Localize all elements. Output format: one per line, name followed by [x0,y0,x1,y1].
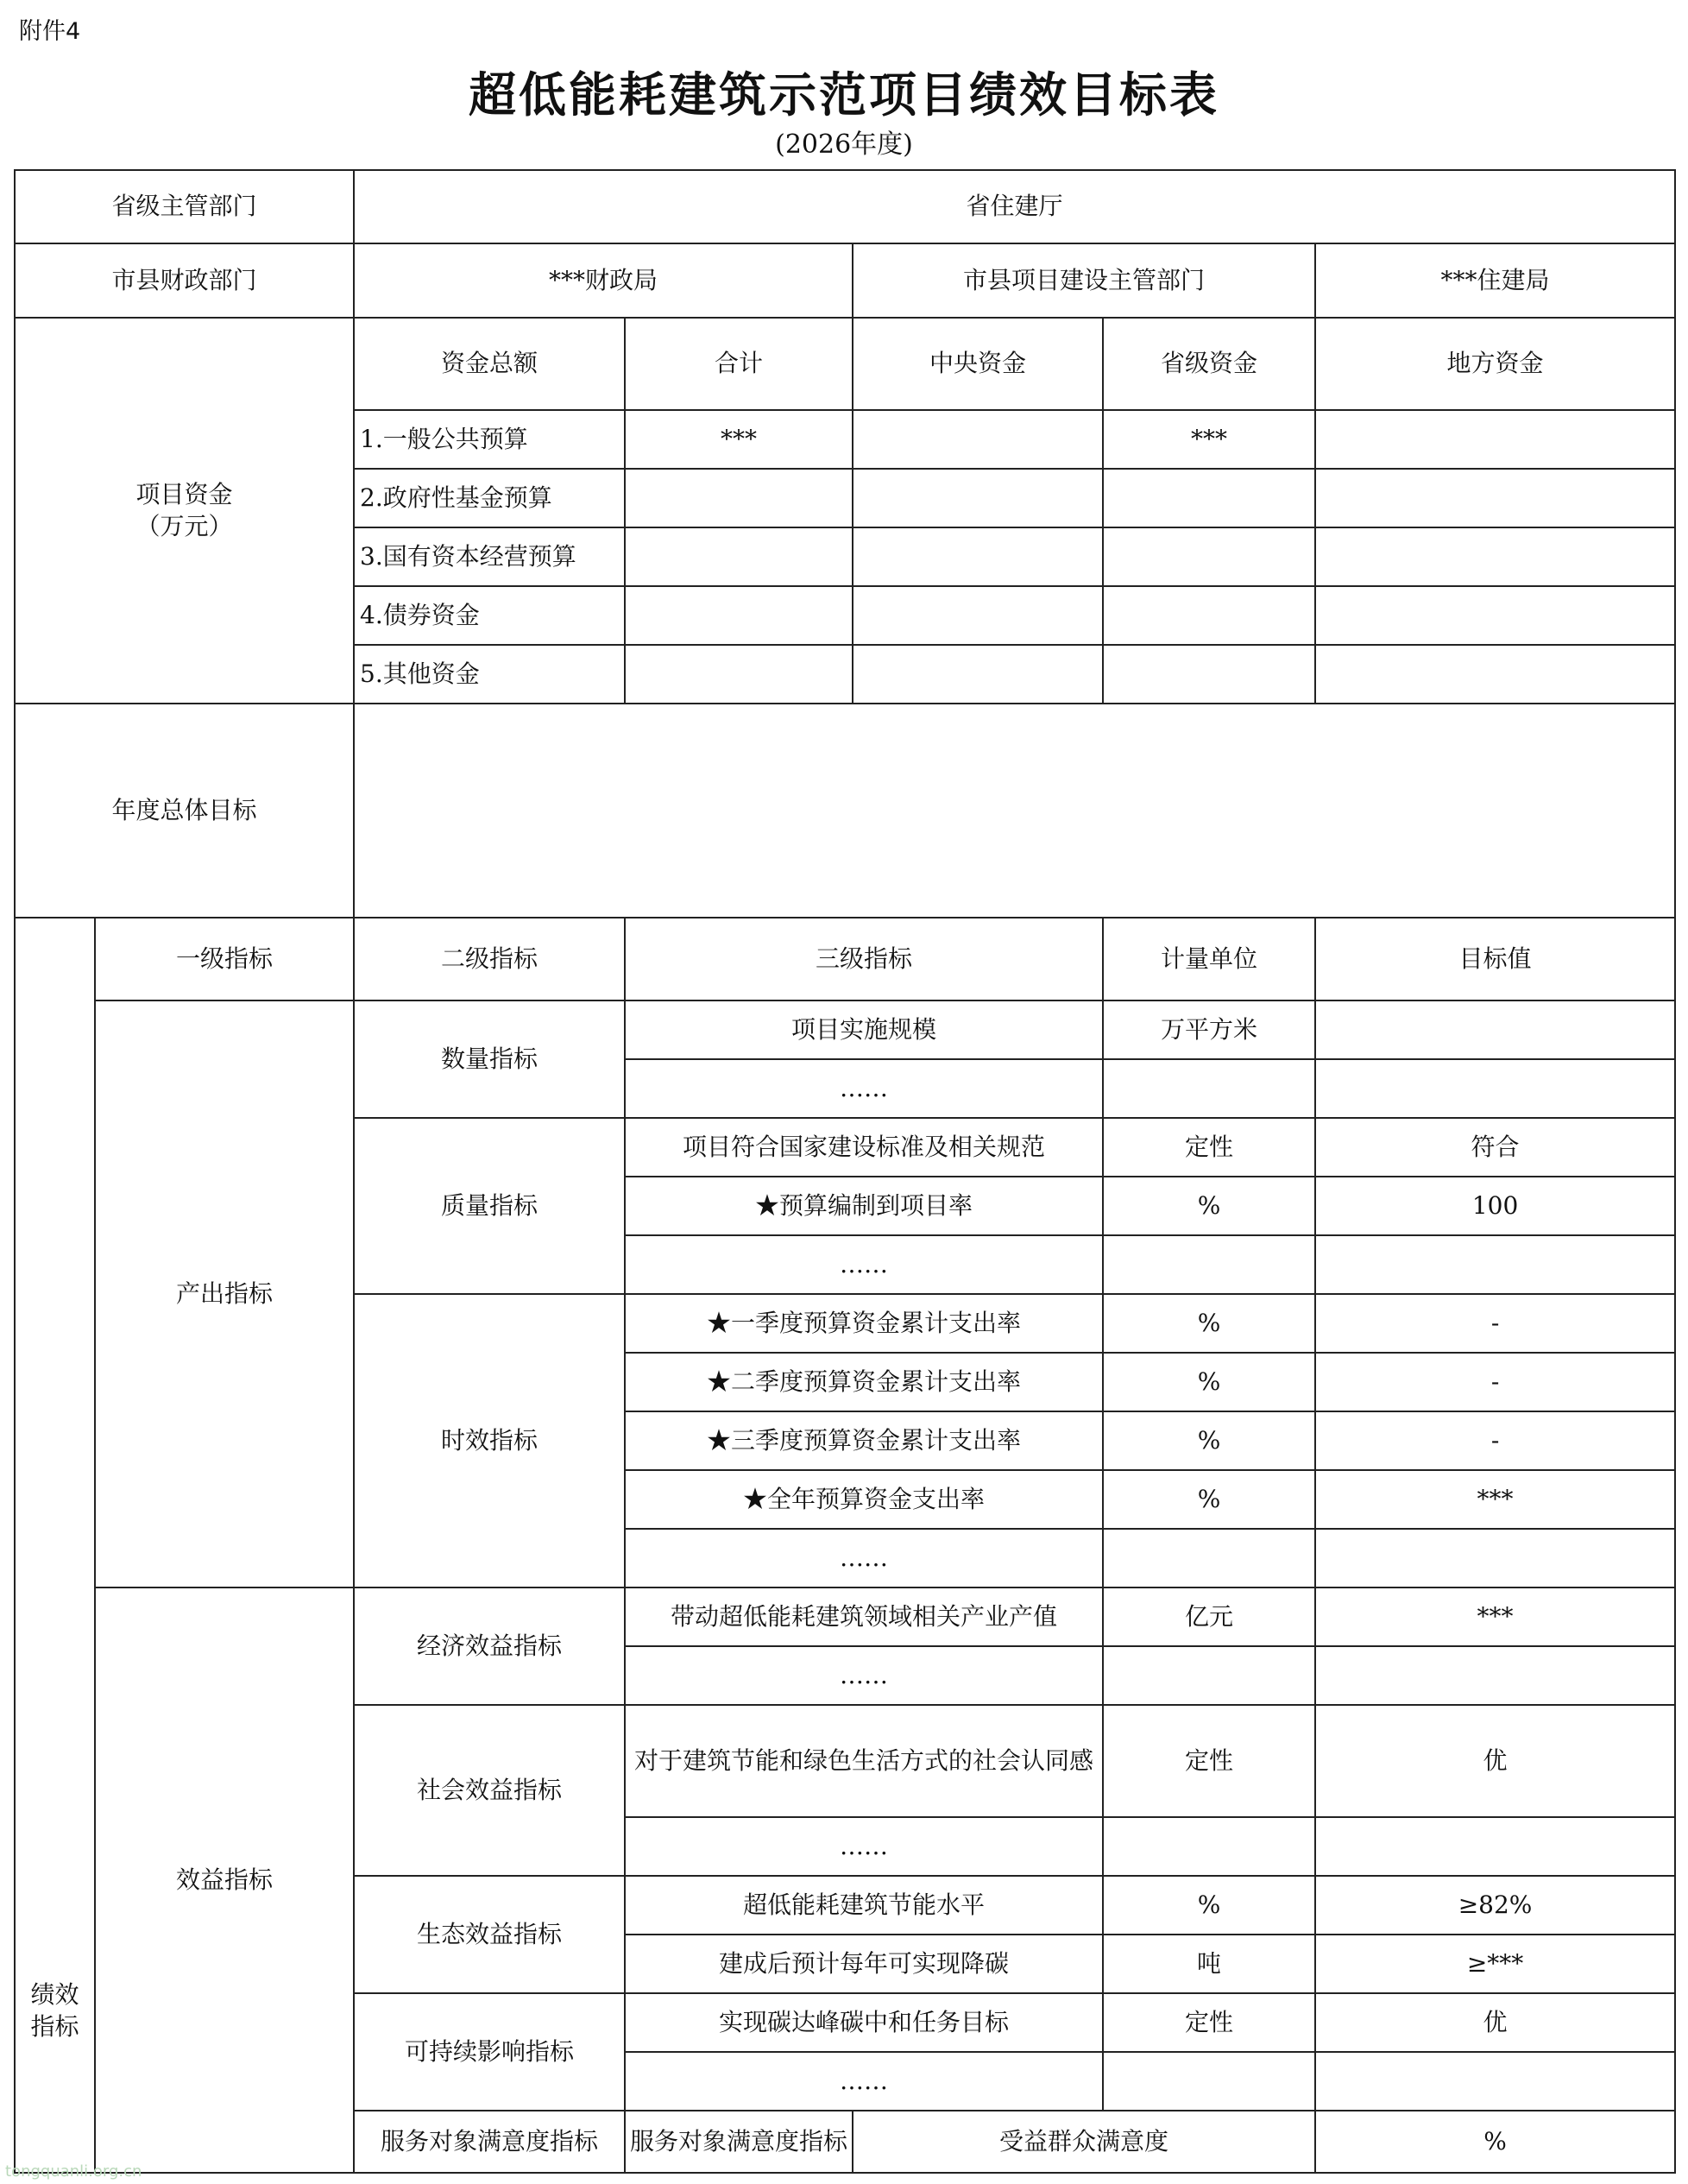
indicator-name: 超低能耗建筑节能水平 [625,1876,1103,1935]
indicator-name: 实现碳达峰碳中和任务目标 [625,1993,1103,2052]
funds-row-local [1315,410,1675,469]
funds-row-local [1315,645,1675,704]
indicator-target [1315,1817,1675,1876]
indicator-target: *** [1315,1470,1675,1529]
indicator-name: ★全年预算资金支出率 [625,1470,1103,1529]
city-fin-label: 市县财政部门 [15,243,354,318]
funds-row-provincial [1103,527,1315,586]
indicator-name: 对于建筑节能和绿色生活方式的社会认同感 [625,1705,1103,1817]
funds-row-local [1315,586,1675,645]
timeliness-indicator-label: 时效指标 [354,1294,625,1588]
indicator-unit: % [1103,1294,1315,1353]
indicator-target: - [1315,1294,1675,1353]
funds-row-provincial [1103,645,1315,704]
indicator-col-header: 计量单位 [1103,918,1315,1000]
indicator-unit: 万平方米 [1103,1000,1315,1059]
indicator-target [1315,1529,1675,1588]
indicator-target [1315,2052,1675,2111]
prov-dept-value: 省住建厅 [354,170,1675,243]
indicator-target: 符合 [1315,1118,1675,1177]
indicator-col-header: 一级指标 [95,918,354,1000]
satisfaction-l1-label: 服务对象满意度指标 [354,2111,625,2173]
sustain-indicator-label: 可持续影响指标 [354,1993,625,2111]
eco-indicator-label: 生态效益指标 [354,1876,625,1993]
indicator-col-header: 目标值 [1315,918,1675,1000]
funds-col-header: 省级资金 [1103,318,1315,410]
indicator-name: ★预算编制到项目率 [625,1177,1103,1235]
benefit-indicator-label: 效益指标 [95,1588,354,2173]
funds-row-total [625,469,853,527]
indicator-target: - [1315,1353,1675,1411]
indicator-name: …… [625,1059,1103,1118]
attachment-label: 附件4 [19,18,81,45]
funds-row-central [853,645,1103,704]
indicator-unit [1103,1646,1315,1705]
document-title: 超低能耗建筑示范项目绩效目标表 [468,66,1219,123]
prov-dept-label: 省级主管部门 [15,170,354,243]
indicator-name: …… [625,1235,1103,1294]
document-year: (2026年度) [775,129,913,160]
indicator-target: 100 [1315,1177,1675,1235]
indicator-col-header: 三级指标 [625,918,1103,1000]
city-build-label: 市县项目建设主管部门 [853,243,1315,318]
funds-row-provincial [1103,469,1315,527]
funds-row-name: 1.一般公共预算 [354,410,625,469]
indicator-unit [1103,1529,1315,1588]
indicator-unit: 定性 [1103,1705,1315,1817]
indicator-target: ≥*** [1315,1935,1675,1993]
funds-col-header: 中央资金 [853,318,1103,410]
city-fin-value: ***财政局 [354,243,853,318]
indicator-target [1315,1000,1675,1059]
social-indicator-label: 社会效益指标 [354,1705,625,1876]
funds-row-provincial: *** [1103,410,1315,469]
indicator-name: 建成后预计每年可实现降碳 [625,1935,1103,1993]
indicator-unit [1103,1059,1315,1118]
indicator-name: …… [625,1529,1103,1588]
funds-row-central [853,527,1103,586]
indicator-name: …… [625,2052,1103,2111]
city-build-value: ***住建局 [1315,243,1675,318]
quantity-indicator-label: 数量指标 [354,1000,625,1118]
indicator-name: 项目符合国家建设标准及相关规范 [625,1118,1103,1177]
annual-goal-label: 年度总体目标 [15,704,354,918]
indicator-target: 优 [1315,1705,1675,1817]
indicator-unit [1103,1235,1315,1294]
indicator-target: ≥82% [1315,1876,1675,1935]
funds-row-total [625,527,853,586]
indicator-name: 项目实施规模 [625,1000,1103,1059]
indicators-section-label: 绩效 指标 [15,918,95,2173]
satisfaction-l2-label: 服务对象满意度指标 [625,2111,853,2173]
output-indicator-label: 产出指标 [95,1000,354,1588]
indicator-name: …… [625,1817,1103,1876]
indicator-name: ★三季度预算资金累计支出率 [625,1411,1103,1470]
indicator-unit: 吨 [1103,1935,1315,1993]
indicator-name: 带动超低能耗建筑领域相关产业产值 [625,1588,1103,1646]
funds-row-local [1315,527,1675,586]
performance-target-table [14,169,1676,2174]
indicator-unit: 亿元 [1103,1588,1315,1646]
funds-col-header: 地方资金 [1315,318,1675,410]
economic-indicator-label: 经济效益指标 [354,1588,625,1705]
funds-row-name: 3.国有资本经营预算 [354,527,625,586]
quality-indicator-label: 质量指标 [354,1118,625,1294]
indicator-name: 受益群众满意度 [853,2111,1315,2173]
indicator-col-header: 二级指标 [354,918,625,1000]
funds-row-total [625,645,853,704]
funds-row-name: 2.政府性基金预算 [354,469,625,527]
indicator-unit [1103,1817,1315,1876]
funds-row-central [853,586,1103,645]
watermark: tongquanli.org.cn [5,2162,142,2181]
indicator-unit: % [1103,1876,1315,1935]
funds-row-central [853,469,1103,527]
indicator-unit: % [1103,1353,1315,1411]
funds-label: 项目资金 （万元） [15,318,354,704]
funds-row-total [625,586,853,645]
indicator-target [1315,1646,1675,1705]
indicator-name: …… [625,1646,1103,1705]
indicator-name: ★二季度预算资金累计支出率 [625,1353,1103,1411]
indicator-unit [1103,2052,1315,2111]
funds-row-name: 5.其他资金 [354,645,625,704]
indicator-unit: % [1103,1470,1315,1529]
indicator-unit: % [1103,1411,1315,1470]
indicator-unit: % [1103,1177,1315,1235]
indicator-target: *** [1315,1588,1675,1646]
funds-row-total: *** [625,410,853,469]
indicator-target [1315,1235,1675,1294]
funds-col-header: 资金总额 [354,318,625,410]
annual-goal-value [354,704,1675,918]
funds-col-header: 合计 [625,318,853,410]
funds-row-name: 4.债券资金 [354,586,625,645]
indicator-name: ★一季度预算资金累计支出率 [625,1294,1103,1353]
funds-row-provincial [1103,586,1315,645]
indicator-unit: 定性 [1103,1118,1315,1177]
funds-row-central [853,410,1103,469]
indicator-unit: 定性 [1103,1993,1315,2052]
indicator-target: 优 [1315,1993,1675,2052]
indicator-target: - [1315,1411,1675,1470]
funds-row-local [1315,469,1675,527]
indicator-unit: % [1315,2111,1675,2173]
indicator-target [1315,1059,1675,1118]
